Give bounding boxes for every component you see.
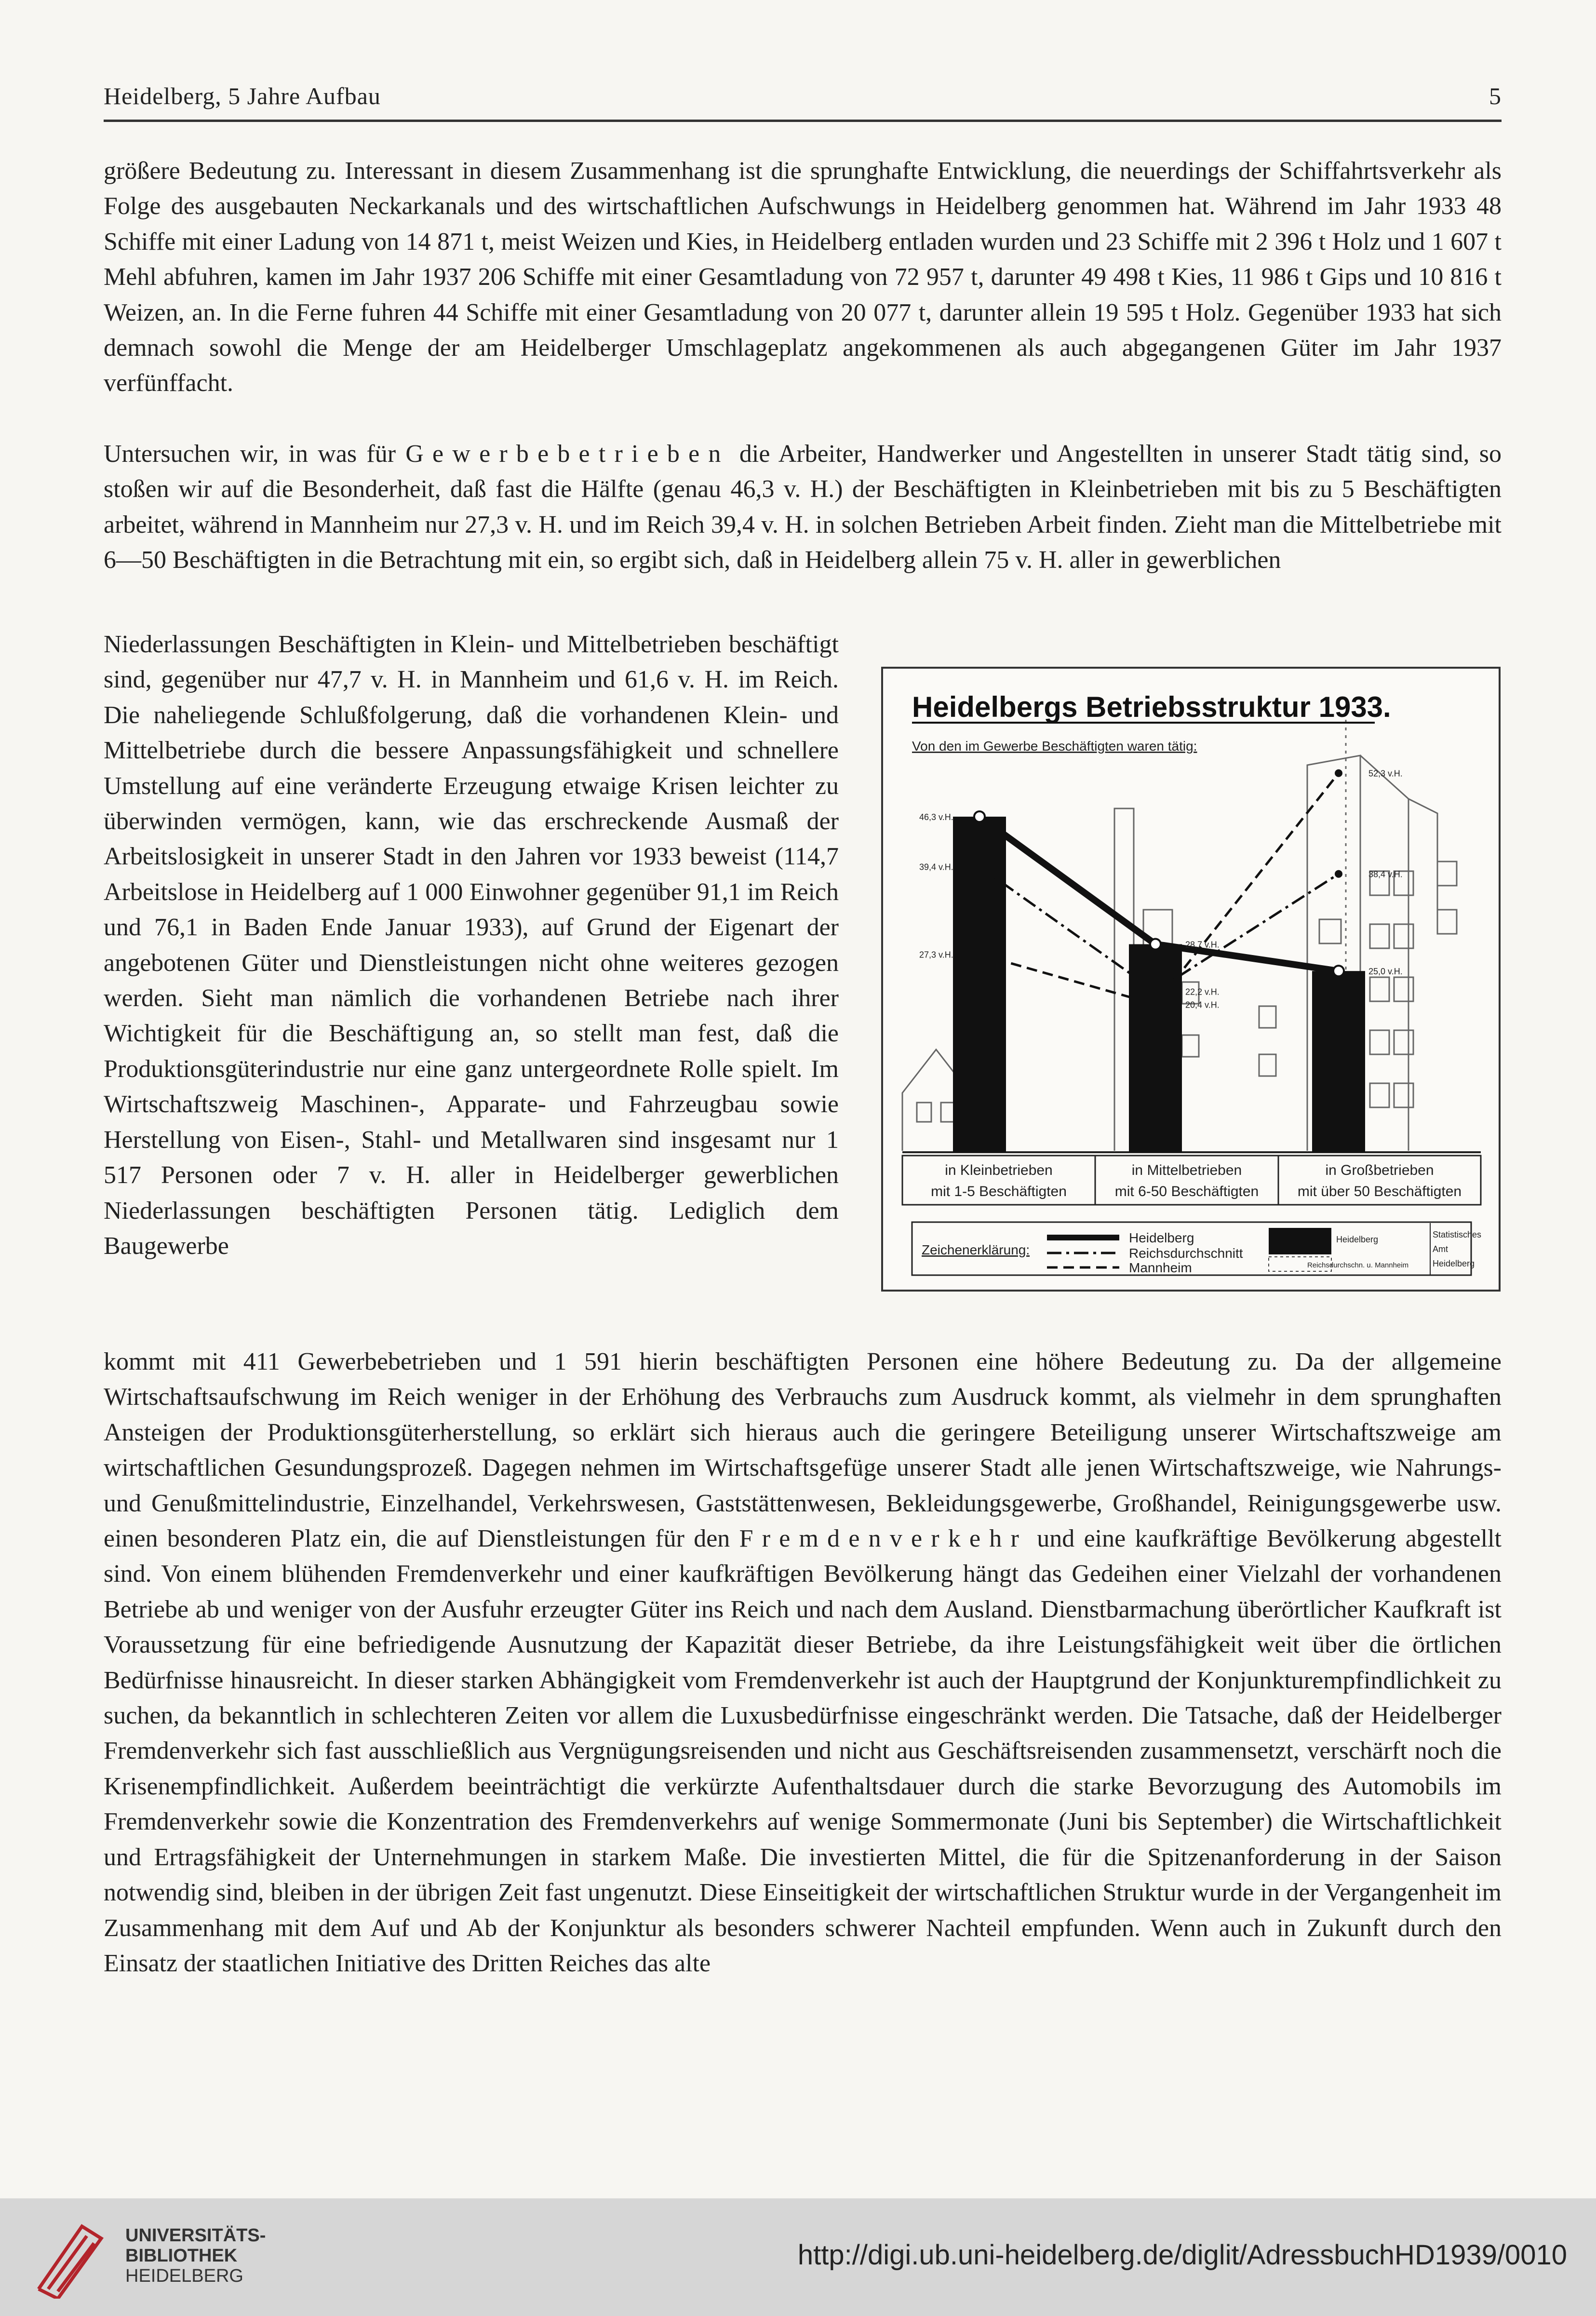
value-label-mannheim-3: 52,3 v.H. bbox=[1368, 768, 1403, 779]
library-name-line2: BIBLIOTHEK bbox=[125, 2246, 238, 2266]
point-reichsdurchschnitt-2 bbox=[1153, 988, 1158, 994]
legend-item-heidelberg: Heidelberg bbox=[1129, 1230, 1194, 1245]
paragraph-text: die Arbeiter, Handwerker und Angestellten in unserer Stadt tätig sind, so stoßen wir auf die Besonderheit, daß fast die Hälfte (genau 46,3 v. H.) der Beschäftigten in Kleinbetrieben mit bis zu 5 Beschäftigten arbeitet, während in Mannheim nur 27,3 v. H. und im Reich 39,4 v. H. in solchen Betrieben Arbeit finden. Zieht man die Mittelbetriebe mit 6—50 Beschäftigten in die Betrachtung mit ein, so ergibt sich, daß in Heidelberg allein 75 v. H. aller in gewerblichen bbox=[104, 440, 1502, 574]
value-label-mannheim-2: 20,4 v.H. bbox=[1185, 1000, 1220, 1010]
bar-heidelberg-3 bbox=[1312, 971, 1365, 1152]
point-reichsdurchschnitt-1 bbox=[977, 864, 982, 870]
permalink-url[interactable]: http://digi.ub.uni-heidelberg.de/diglit/AdressbuchHD1939/0010 bbox=[797, 2239, 1567, 2271]
page-number: 5 bbox=[1489, 82, 1502, 109]
category-label-3a: in Großbetrieben bbox=[1325, 1162, 1434, 1178]
value-label-heidelberg-1: 46,3 v.H. bbox=[919, 812, 953, 822]
category-label-3b: mit über 50 Beschäftigten bbox=[1297, 1184, 1462, 1199]
point-heidelberg-2 bbox=[1150, 939, 1161, 950]
paragraph-text: Untersuchen wir, in was für bbox=[104, 440, 406, 468]
digitization-footer bbox=[0, 2198, 1596, 2316]
value-label-mannheim-1: 27,3 v.H. bbox=[919, 950, 953, 960]
point-reichsdurchschnitt-3 bbox=[1336, 871, 1341, 877]
legend-item-mannheim: Mannheim bbox=[1129, 1260, 1192, 1275]
value-label-heidelberg-3: 25,0 v.H. bbox=[1368, 967, 1403, 977]
spaced-emphasis: Fremdenverkehr bbox=[739, 1525, 1028, 1553]
chart-betriebsstruktur bbox=[881, 667, 1501, 1292]
header-rule bbox=[104, 120, 1502, 122]
point-mannheim-2 bbox=[1153, 1001, 1158, 1007]
paragraph-text: kommt mit 411 Gewerbebetrieben und 1 591 hierin beschäftigten Personen eine höhere Bedeutung zu. Da der allgemeine Wirtschaftsaufschwung im Reich weniger in der Erhöhung des Verbrauchs zum Ausdruck kommt, als vielmehr in dem sprunghaften Ansteigen der Produktionsgüterherstellung, so erklärt sich hieraus auch die geringere Beteiligung unserer Wirtschaftszweige am wirtschaftlichen Gesundungsprozeß. Dagegen nehmen im Wirtschaftsgefüge unserer Stadt alle jenen Wirtschaftszweige, wie Nahrungs- und Genußmittelindustrie, Einzelhandel, Verkehrswesen, Gaststättenwesen, Bekleidungsgewerbe, Großhandel, Reinigungsgewerbe usw. einen besonderen Platz ein, die auf Dienstleistungen für den bbox=[104, 1348, 1502, 1553]
legend-source-1: Statistisches bbox=[1433, 1230, 1482, 1239]
point-mannheim-3 bbox=[1336, 770, 1341, 776]
value-label-reichsdurchschnitt-1: 39,4 v.H. bbox=[919, 862, 953, 872]
category-label-1a: in Kleinbetrieben bbox=[945, 1162, 1053, 1178]
paragraph-schiffahrt: größere Bedeutung zu. Interessant in diesem Zusammenhang ist die sprunghafte Entwicklung, die neuerdings der Schiffahrtsverkehr als Folge des ausgebauten Neckarkanals und des wirtschaftlichen Aufschwungs in Heidelberg genommen hat. Während im Jahr 1933 48 Schiffe mit einer Ladung von 14 871 t, meist Weizen und Kies, in Heidelberg entladen wurden und 23 Schiffe mit 2 396 t Holz und 1 607 t Mehl abfuhren, kamen im Jahr 1937 206 Schiffe mit einer Gesamtladung von 72 957 t, darunter 49 498 t Kies, 11 986 t Gips und 10 816 t Weizen, an. In die Ferne fuhren 44 Schiffe mit einer Gesamtladung von 20 077 t, darunter allein 19 595 t Holz. Gegenüber 1933 hat sich demnach sowohl die Menge der am Heidelberger Umschlageplatz angekommenen als auch abgegangenen Güter im Jahr 1937 verfünffacht. bbox=[104, 157, 1502, 397]
chart-title: Heidelbergs Betriebsstruktur 1933. bbox=[912, 691, 1391, 723]
point-heidelberg-1 bbox=[974, 811, 985, 822]
category-label-2a: in Mittelbetrieben bbox=[1131, 1162, 1242, 1178]
legend-title: Zeichenerklärung: bbox=[922, 1242, 1030, 1257]
value-label-reichsdurchschnitt-2: 22,2 v.H. bbox=[1185, 987, 1220, 997]
paragraph-fremdenverkehr bbox=[104, 1344, 1502, 1981]
chart-subtitle: Von den im Gewerbe Beschäftigten waren tätig: bbox=[912, 739, 1197, 754]
running-header bbox=[104, 82, 1502, 116]
legend-bar-label-1: Heidelberg bbox=[1336, 1235, 1379, 1244]
library-name-line3: HEIDELBERG bbox=[125, 2266, 243, 2286]
chart-legend bbox=[912, 1222, 1481, 1275]
legend-source-3: Heidelberg bbox=[1433, 1259, 1475, 1268]
value-label-reichsdurchschnitt-3: 38,4 v.H. bbox=[1368, 869, 1403, 879]
legend-bar-solid bbox=[1269, 1228, 1331, 1254]
paragraph-text: und eine kaufkräftige Bevölkerung abgestellt sind. Von einem blühenden Fremdenverkehr und einer kaufkräftigen Bevölkerung hängt das Gedeihen einer Vielzahl der vorhandenen Betriebe ab und weniger von der Ausfuhr erzeugter Güter ins Reich und nach dem Ausland. Dienstbarmachung überörtlicher Kaufkraft ist Voraussetzung für eine befriedigende Ausnutzung der Kapazität dieser Betriebe, da ihre Leistungsfähigkeit weit über die örtlichen Bedürfnisse hinausreicht. In dieser starken Abhängigkeit vom Fremdenverkehr ist auch der Hauptgrund der Konjunkturempfindlichkeit zu suchen, da bekanntlich in schlechteren Zeiten vor allem die Luxusbedürfnisse eingeschränkt werden. Die Tatsache, daß der Heidelberger Fremdenverkehr sich fast ausschließlich aus Vergnügungsreisenden und nicht aus Geschäftsreisenden zusammensetzt, verschärft noch die Krisenempfindlichkeit. Außerdem beeinträchtigt die verkürzte Aufenthaltsdauer durch die starke Bevorzugung des Automobils im Fremdenverkehr sowie die Konzentration des Fremdenverkehrs auf wenige Sommermonate (Juni bis September) die Wirtschaftlichkeit und Ertragsfähigkeit der Unternehmungen in starkem Maße. Die investierten Mittel, die für die Spitzenanforderung in der Saison notwendig sind, bleiben in der übrigen Zeit fast ungenutzt. Diese Einseitigkeit der wirtschaftlichen Struktur wurde in der Vergangenheit im Zusammenhang mit dem Auf und Ab der Konjunktur als besonders schwerer Nachteil empfunden. Wenn auch in Zukunft durch den Einsatz der staatlichen Initiative des Dritten Reiches das alte bbox=[104, 1525, 1502, 1977]
chart-svg bbox=[883, 669, 1499, 1290]
paragraph-gewerbebetriebe bbox=[104, 436, 1502, 578]
category-label-1b: mit 1-5 Beschäftigten bbox=[931, 1184, 1067, 1199]
spaced-emphasis: Gewerbebetrieben bbox=[405, 440, 730, 468]
library-name-line1: UNIVERSITÄTS- bbox=[125, 2225, 266, 2246]
value-label-heidelberg-2: 28,7 v.H. bbox=[1185, 940, 1220, 950]
running-title: Heidelberg, 5 Jahre Aufbau bbox=[104, 82, 381, 109]
point-heidelberg-3 bbox=[1333, 966, 1344, 976]
bar-group bbox=[953, 817, 1365, 1152]
point-mannheim-1 bbox=[977, 952, 982, 957]
library-logo-icon[interactable] bbox=[29, 2217, 111, 2299]
legend-source-2: Amt bbox=[1433, 1244, 1448, 1254]
bar-heidelberg-2 bbox=[1129, 944, 1182, 1152]
category-boxes bbox=[902, 1156, 1481, 1205]
legend-bar-label-2: Reichsdurchschn. u. Mannheim bbox=[1307, 1261, 1409, 1269]
legend-item-reich: Reichsdurchschnitt bbox=[1129, 1246, 1243, 1261]
library-name[interactable] bbox=[125, 2225, 366, 2286]
category-label-2b: mit 6-50 Beschäftigten bbox=[1114, 1184, 1259, 1199]
column-text-beside-chart: Niederlassungen Beschäftigten in Klein- und Mittelbetrieben beschäftigt sind, gegenüber nur 47,7 v. H. in Mannheim und 61,6 v. H. im Reich. Die naheliegende Schlußfolgerung, daß die vorhandenen Klein- und Mittelbetriebe durch die bessere Anpassungsfähigkeit und schnellere Umstellung auf eine veränderte Erzeugung etwaige Krisen leichter zu überwinden vermögen, kann, wie das erschreckende Ausmaß der Arbeitslosigkeit in unserer Stadt in den Jahren vor 1933 beweist (114,7 Arbeitslose in Heidelberg auf 1 000 Einwohner gegenüber 91,1 im Reich und 76,1 in Baden Ende Januar 1933), auf Grund der Eigenart der angebotenen Güter und Dienstleistungen nicht ohne weiteres gezogen werden. Sieht man nämlich die vorhandenen Betriebe nach ihrer Wichtigkeit für die Beschäftigung an, so stellt man fest, daß die Produktionsgüterindustrie nur eine ganz untergeordnete Rolle spielt. Im Wirtschaftszweig Maschinen-, Apparate- und Fahrzeugbau sowie Herstellung von Eisen-, Stahl- und Metallwaren sind insgesamt nur 1 517 Personen oder 7 v. H. aller in Heidelberger gewerblichen Niederlassungen beschäftigten Personen tätig. Lediglich dem Baugewerbe bbox=[104, 631, 839, 1260]
